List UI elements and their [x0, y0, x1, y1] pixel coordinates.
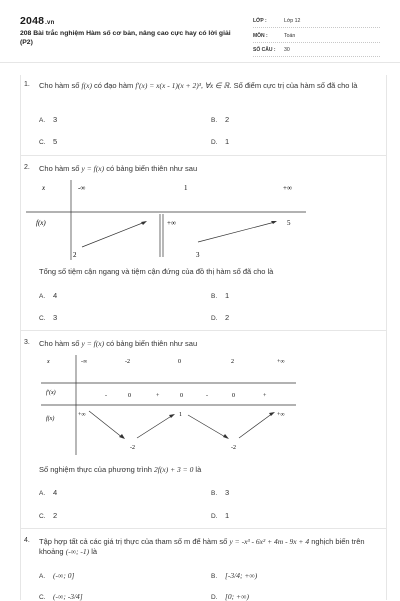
meta-label-subject: MÔN :	[253, 33, 268, 39]
option-d[interactable]: D. 1	[211, 137, 230, 146]
increase-arrow	[137, 415, 173, 438]
table-derivative-label: f'(x)	[46, 390, 56, 396]
table-bottom-value: 3	[196, 251, 200, 259]
option-a[interactable]: A. (-∞; 0]	[39, 571, 75, 580]
question-number: 1.	[24, 81, 30, 88]
option-c[interactable]: C. 3	[39, 313, 58, 322]
question-number: 3.	[24, 339, 30, 346]
question-text: Cho hàm số f(x) có đạo hàm f'(x) = x(x - 1)(x + 2)³, ∀x ∈ ℝ. Số điểm cực trị của hàm số đã cho là	[39, 81, 358, 90]
option-c[interactable]: C. 2	[39, 511, 58, 520]
table-top-value: +∞	[78, 412, 86, 418]
meta-value-class: Lớp 12	[284, 18, 301, 24]
divider	[21, 155, 386, 156]
interval: (-∞; -1)	[65, 547, 90, 556]
brand-suffix: .vn	[45, 20, 55, 26]
table-x-value: -2	[125, 359, 130, 365]
divider	[253, 56, 380, 57]
meta-value-subject: Toán	[284, 33, 296, 39]
table-f-label: f(x)	[46, 416, 55, 422]
option-c[interactable]: C. 5	[39, 137, 58, 146]
divider	[253, 27, 380, 28]
table-x-value: 0	[178, 359, 181, 365]
table-x-value: 2	[231, 359, 234, 365]
meta-label-class: LỚP :	[253, 18, 267, 24]
table-x-value: +∞	[283, 184, 292, 192]
table-sign: -	[206, 393, 208, 399]
increase-arrow	[239, 413, 273, 438]
table-x-label: x	[42, 184, 46, 192]
table-x-value: +∞	[277, 359, 285, 365]
table-bottom-value: -2	[130, 445, 135, 451]
table-top-value: +∞	[167, 219, 176, 227]
option-b[interactable]: B. [-3/4; +∞)	[211, 571, 258, 580]
brand-name: 2048	[20, 15, 45, 27]
option-d[interactable]: D. 2	[211, 313, 230, 322]
option-d[interactable]: D. 1	[211, 511, 230, 520]
question-list: 1. Cho hàm số f(x) có đạo hàm f'(x) = x(x - 1)(x + 2)³, ∀x ∈ ℝ. Số điểm cực trị của hàm số đã cho là A. 3 B. 2 C. 5 D. 1 2. Cho hàm số y = f(x) có bảng biến thiên như sau x -∞ 1 +∞ f(x) +∞ 5 2 3 Tổng số tiệm cận ngang và tiệm cận đứng của đồ thị hàm số đã cho là A. 4 B. 1 C. 3 D. 2 3. Cho hàm số y = f(x) có bảng biến thiên như sau x f'(x) f(x) -∞ -2 0 2 +∞ - 0 + 0 - 0 + +∞ 1 +∞ -2 -2 Số nghiệm thực của phương trình 2f(x) + 3 = 0 là A. 4 B. 3 C. 2 D. 1 4. Tập hợp tất cả các giá trị thực của tham số m để hàm số y = -x³ - 6x² + 4m - 9x + 4 nghịch biến trên khoảng (-∞; -1) là A. (-∞; 0] B. [-3/4; +∞) C. (-∞; -3/4] D. [0; +∞)	[20, 75, 387, 600]
option-a[interactable]: A. 4	[39, 291, 58, 300]
option-a[interactable]: A. 3	[39, 115, 58, 124]
meta-value-count: 30	[284, 47, 290, 53]
meta-label-count: SỐ CÂU :	[253, 47, 276, 53]
question-text: Tập hợp tất cả các giá trị thực của tham số m để hàm số y = -x³ - 6x² + 4m - 9x + 4 nghịch biến trên khoảng (-∞; -1) là	[39, 537, 365, 556]
table-sign: +	[263, 393, 267, 399]
equation: 2f(x) + 3 = 0	[154, 465, 194, 474]
option-b[interactable]: B. 2	[211, 115, 230, 124]
option-d[interactable]: D. [0; +∞)	[211, 592, 249, 601]
table-sign: 0	[128, 393, 131, 399]
table-sign: -	[105, 393, 107, 399]
function-formula: y = -x³ - 6x² + 4m - 9x + 4	[229, 537, 310, 546]
table-sign: +	[156, 393, 160, 399]
table-sign: 0	[180, 393, 183, 399]
divider	[21, 528, 386, 529]
table-x-value: 1	[184, 184, 188, 192]
derivative-formula: f'(x) = x(x - 1)(x + 2)³, ∀x ∈ ℝ	[135, 81, 230, 90]
page-header	[0, 0, 400, 63]
table-top-value: 1	[179, 412, 182, 418]
function-symbol: f(x)	[81, 81, 92, 90]
question-number: 4.	[24, 537, 30, 544]
divider	[21, 330, 386, 331]
increase-arrow	[198, 222, 275, 242]
option-b[interactable]: B. 1	[211, 291, 230, 300]
variation-table-3	[41, 353, 301, 455]
option-c[interactable]: C. (-∞; -3/4]	[39, 592, 83, 601]
table-top-value: +∞	[277, 412, 285, 418]
table-bottom-value: -2	[231, 445, 236, 451]
table-x-label: x	[47, 359, 50, 365]
decrease-arrow	[188, 415, 227, 438]
brand-logo[interactable]	[20, 15, 54, 27]
table-bottom-value: 2	[73, 251, 77, 259]
table-x-value: -∞	[78, 184, 86, 192]
table-top-value: 5	[287, 219, 291, 227]
document-title: 208 Bài trắc nghiệm Hàm số cơ bản, nâng cao cực hay có lời giải (P2)	[20, 30, 231, 46]
question-text: Cho hàm số y = f(x) có bảng biến thiên như sau	[39, 339, 198, 348]
variation-table-2	[26, 178, 326, 260]
question-text: Cho hàm số y = f(x) có bảng biến thiên như sau	[39, 164, 198, 173]
decrease-arrow	[89, 411, 123, 438]
option-a[interactable]: A. 4	[39, 488, 58, 497]
table-sign: 0	[232, 393, 235, 399]
table-x-value: -∞	[81, 359, 88, 365]
question-number: 2.	[24, 164, 30, 171]
option-b[interactable]: B. 3	[211, 488, 230, 497]
divider	[253, 42, 380, 43]
increase-arrow	[82, 222, 145, 247]
table-f-label: f(x)	[36, 219, 46, 227]
